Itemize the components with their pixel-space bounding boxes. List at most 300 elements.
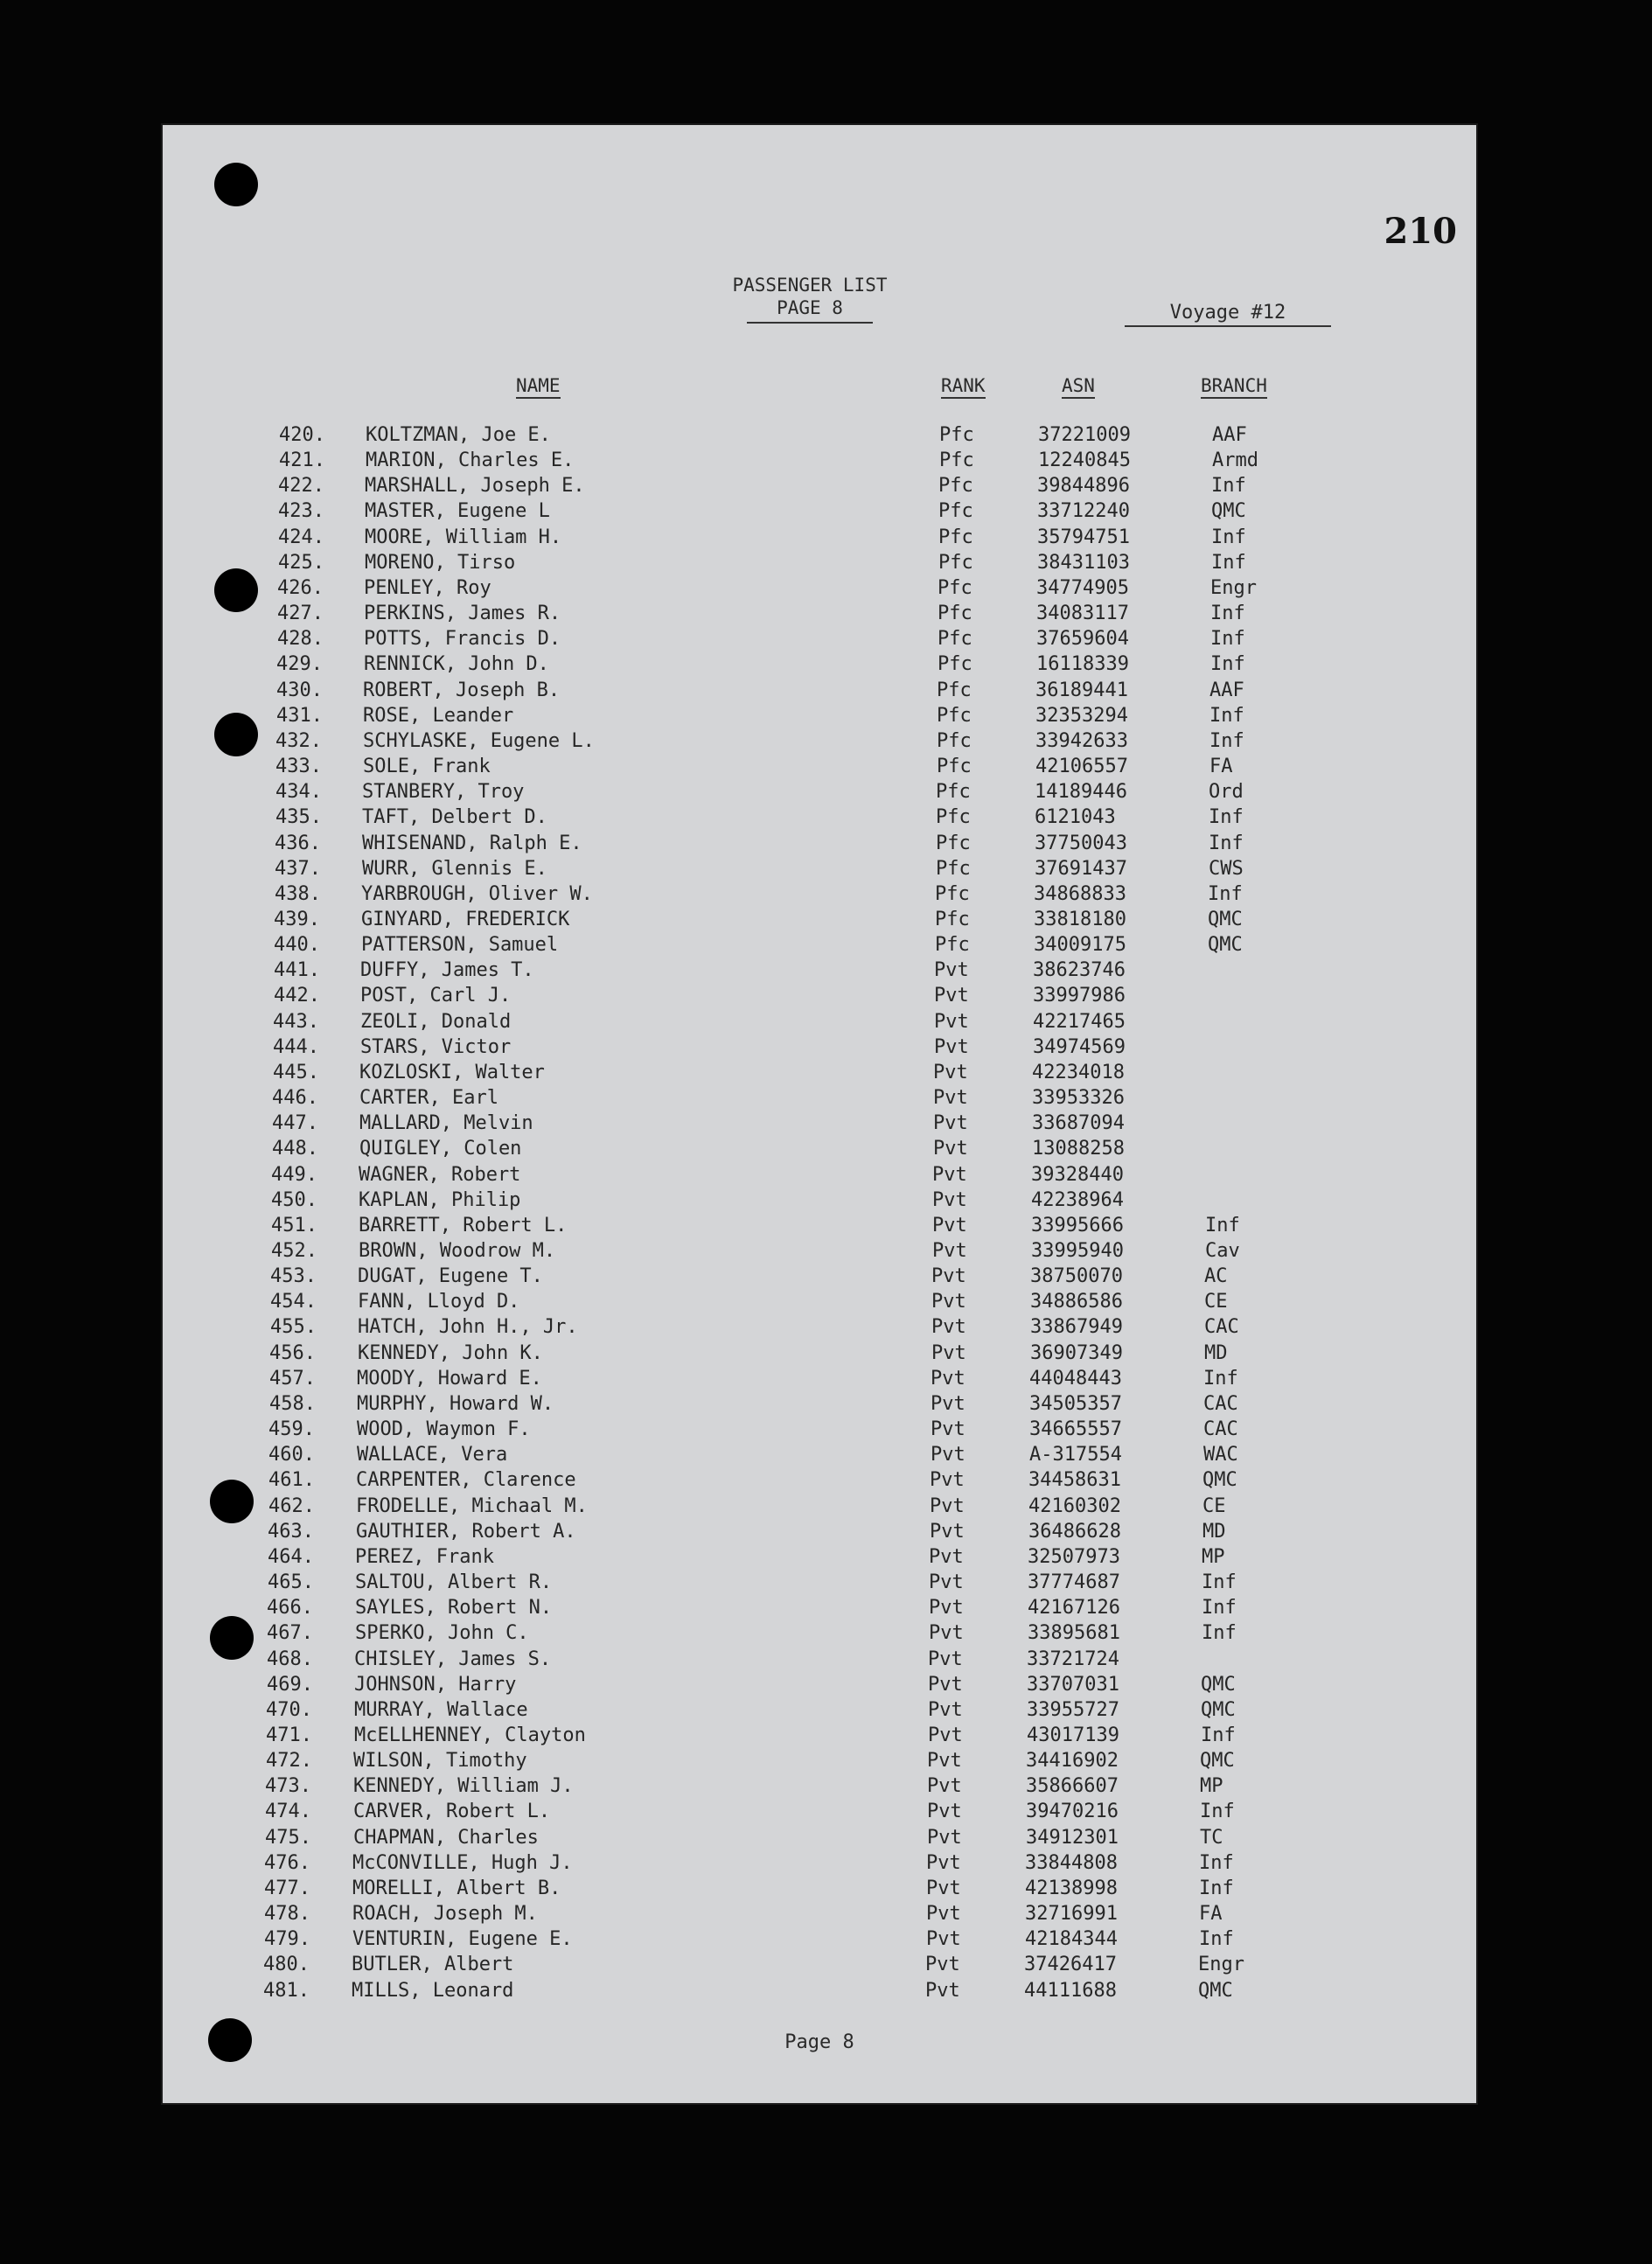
passenger-branch: Armd (1212, 449, 1258, 472)
row-number: 478. (264, 1903, 310, 1926)
row-number: 458. (269, 1392, 316, 1415)
table-row (163, 1289, 1476, 1314)
passenger-branch: AAF (1209, 679, 1244, 701)
passenger-rank: Pvt (927, 1775, 962, 1798)
passenger-branch: Inf (1209, 729, 1244, 752)
passenger-branch: MD (1204, 1341, 1228, 1364)
row-number: 457. (269, 1367, 316, 1390)
table-row (163, 678, 1476, 703)
row-number: 473. (265, 1775, 311, 1798)
passenger-branch: AAF (1212, 424, 1247, 446)
row-number: 471. (266, 1724, 312, 1746)
row-number: 474. (265, 1801, 311, 1823)
passenger-branch: QMC (1200, 1750, 1235, 1773)
passenger-rank: Pfc (935, 934, 970, 957)
passenger-rank: Pvt (934, 985, 969, 1007)
table-row (163, 1060, 1476, 1085)
passenger-table (163, 422, 1476, 2003)
row-number: 455. (270, 1316, 317, 1339)
row-number: 479. (264, 1928, 310, 1951)
row-number: 462. (268, 1494, 315, 1517)
table-row (163, 1570, 1476, 1595)
column-header-name: NAME (516, 375, 561, 399)
passenger-asn: 37221009 (1038, 424, 1131, 446)
table-row (163, 1264, 1476, 1289)
table-row (163, 779, 1476, 805)
passenger-name: STARS, Victor (360, 1035, 512, 1058)
passenger-asn: 42217465 (1033, 1010, 1126, 1033)
passenger-rank: Pfc (936, 857, 971, 880)
passenger-name: WAGNER, Robert (359, 1163, 521, 1186)
table-row (163, 907, 1476, 932)
table-row (163, 1034, 1476, 1060)
table-row (163, 448, 1476, 473)
passenger-branch: Inf (1200, 1801, 1235, 1823)
row-number: 459. (268, 1418, 315, 1441)
passenger-name: WURR, Glennis E. (362, 857, 547, 880)
passenger-asn: 42167126 (1028, 1597, 1120, 1620)
passenger-name: JOHNSON, Harry (354, 1673, 517, 1696)
row-number: 456. (269, 1341, 316, 1364)
passenger-rank: Pvt (931, 1316, 966, 1339)
row-number: 420. (279, 424, 325, 446)
row-number: 469. (267, 1673, 313, 1696)
table-row (163, 1876, 1476, 1901)
passenger-asn: 36907349 (1030, 1341, 1123, 1364)
passenger-rank: Pvt (929, 1622, 964, 1645)
passenger-name: WHISENAND, Ralph E. (362, 832, 582, 854)
passenger-rank: Pvt (927, 1750, 962, 1773)
passenger-rank: Pvt (926, 1928, 961, 1951)
table-row (163, 805, 1476, 830)
passenger-asn: 39844896 (1037, 475, 1130, 498)
passenger-branch: AC (1204, 1265, 1228, 1288)
table-row (163, 1188, 1476, 1213)
binder-hole (210, 1616, 254, 1660)
passenger-name: SPERKO, John C. (355, 1622, 529, 1645)
passenger-branch: QMC (1208, 908, 1243, 930)
row-number: 451. (271, 1214, 317, 1236)
table-row (163, 651, 1476, 677)
table-row (163, 1544, 1476, 1570)
passenger-name: STANBERY, Troy (362, 781, 525, 804)
passenger-branch: Inf (1211, 526, 1246, 548)
row-number: 431. (276, 704, 323, 727)
passenger-rank: Pvt (931, 1444, 965, 1466)
passenger-rank: Pfc (937, 729, 972, 752)
passenger-name: PATTERSON, Samuel (361, 934, 559, 957)
row-number: 444. (273, 1035, 319, 1058)
passenger-branch: Inf (1205, 1214, 1240, 1236)
passenger-name: SALTOU, Albert R. (355, 1571, 553, 1594)
passenger-rank: Pfc (938, 551, 973, 574)
row-number: 446. (272, 1087, 318, 1110)
row-number: 449. (271, 1163, 317, 1186)
table-row (163, 1366, 1476, 1391)
passenger-name: RENNICK, John D. (364, 653, 549, 676)
passenger-rank: Pvt (932, 1214, 967, 1236)
passenger-rank: Pvt (928, 1647, 963, 1670)
passenger-asn: 43017139 (1027, 1724, 1119, 1746)
passenger-name: CHISLEY, James S. (354, 1647, 552, 1670)
passenger-rank: Pvt (926, 1851, 961, 1874)
passenger-rank: Pfc (938, 576, 972, 599)
passenger-name: POTTS, Francis D. (364, 628, 561, 651)
passenger-asn: 34665557 (1029, 1418, 1122, 1441)
passenger-asn: 38431103 (1037, 551, 1130, 574)
passenger-name: MASTER, Eugene L (365, 500, 550, 523)
table-row (163, 1595, 1476, 1620)
passenger-name: PEREZ, Frank (355, 1545, 494, 1568)
passenger-name: BARRETT, Robert L. (359, 1214, 568, 1236)
row-number: 453. (270, 1265, 317, 1288)
table-row (163, 1111, 1476, 1136)
row-number: 424. (278, 526, 324, 548)
title-line-2: PAGE 8 (747, 296, 873, 324)
passenger-asn: 38623746 (1033, 959, 1126, 982)
table-row (163, 1467, 1476, 1493)
passenger-asn: 34505357 (1029, 1392, 1122, 1415)
row-number: 434. (275, 781, 322, 804)
stamped-page-number: 210 (1384, 211, 1457, 252)
passenger-name: PERKINS, James R. (364, 603, 561, 625)
passenger-name: MURPHY, Howard W. (357, 1392, 554, 1415)
row-number: 445. (273, 1061, 319, 1083)
table-row (163, 1494, 1476, 1519)
binder-hole (208, 2018, 252, 2062)
row-number: 440. (274, 934, 320, 957)
row-number: 447. (272, 1112, 318, 1135)
passenger-branch: Inf (1209, 806, 1244, 829)
row-number: 441. (274, 959, 320, 982)
table-row (163, 525, 1476, 550)
table-row (163, 1952, 1476, 1977)
passenger-asn: 34974569 (1033, 1035, 1126, 1058)
passenger-rank: Pfc (938, 526, 973, 548)
passenger-branch: CAC (1203, 1392, 1238, 1415)
passenger-asn: 39328440 (1031, 1163, 1124, 1186)
passenger-asn: 33687094 (1032, 1112, 1125, 1135)
passenger-rank: Pvt (934, 1035, 969, 1058)
table-row (163, 422, 1476, 448)
passenger-name: CHAPMAN, Charles (353, 1826, 539, 1849)
table-row (163, 1341, 1476, 1366)
row-number: 472. (266, 1750, 312, 1773)
table-row (163, 498, 1476, 524)
passenger-branch: Inf (1199, 1877, 1234, 1899)
row-number: 436. (275, 832, 321, 854)
passenger-name: MURRAY, Wallace (354, 1698, 528, 1721)
passenger-asn: 34009175 (1034, 934, 1126, 957)
passenger-rank: Pfc (937, 679, 972, 701)
table-row (163, 1748, 1476, 1773)
passenger-branch: FA (1209, 756, 1233, 778)
passenger-branch: MD (1202, 1520, 1226, 1543)
table-row (163, 703, 1476, 728)
passenger-name: BUTLER, Albert (352, 1954, 514, 1976)
row-number: 423. (278, 500, 324, 523)
row-number: 452. (271, 1240, 317, 1262)
passenger-asn: 33955727 (1027, 1698, 1119, 1721)
passenger-rank: Pvt (931, 1291, 966, 1313)
passenger-branch: Inf (1203, 1367, 1238, 1390)
document-page (163, 125, 1476, 2103)
passenger-rank: Pfc (937, 756, 972, 778)
passenger-rank: Pfc (939, 449, 974, 472)
passenger-rank: Pvt (929, 1545, 964, 1568)
passenger-rank: Pvt (931, 1392, 965, 1415)
passenger-name: MOORE, William H. (365, 526, 562, 548)
passenger-rank: Pfc (935, 908, 970, 930)
passenger-asn: 33867949 (1030, 1316, 1123, 1339)
row-number: 430. (276, 679, 323, 701)
passenger-asn: 36189441 (1035, 679, 1128, 701)
passenger-name: BROWN, Woodrow M. (359, 1240, 556, 1262)
passenger-asn: 36486628 (1028, 1520, 1121, 1543)
passenger-rank: Pvt (929, 1571, 964, 1594)
passenger-branch: QMC (1211, 500, 1246, 523)
binder-hole (214, 568, 258, 612)
passenger-asn: 34774905 (1036, 576, 1129, 599)
passenger-name: KENNEDY, William J. (353, 1775, 574, 1798)
table-row (163, 1773, 1476, 1799)
passenger-rank: Pvt (930, 1520, 965, 1543)
passenger-name: CARPENTER, Clarence (356, 1469, 576, 1492)
table-row (163, 1162, 1476, 1188)
passenger-branch: Inf (1201, 1724, 1236, 1746)
passenger-name: FANN, Lloyd D. (358, 1291, 520, 1313)
table-row (163, 1799, 1476, 1824)
passenger-name: WOOD, Waymon F. (357, 1418, 531, 1441)
passenger-name: KAPLAN, Philip (359, 1188, 521, 1211)
table-row (163, 1850, 1476, 1876)
passenger-rank: Pvt (928, 1724, 963, 1746)
passenger-asn: 37750043 (1035, 832, 1127, 854)
passenger-name: POST, Carl J. (360, 985, 512, 1007)
passenger-branch: Inf (1210, 603, 1245, 625)
passenger-branch: FA (1199, 1903, 1223, 1926)
passenger-asn: 34416902 (1026, 1750, 1119, 1773)
passenger-rank: Pvt (928, 1698, 963, 1721)
passenger-rank: Pvt (934, 959, 969, 982)
passenger-branch: CAC (1203, 1418, 1238, 1441)
passenger-branch: Inf (1199, 1851, 1234, 1874)
passenger-name: FRODELLE, Michaal M. (356, 1494, 588, 1517)
row-number: 439. (274, 908, 320, 930)
table-row (163, 831, 1476, 856)
passenger-rank: Pvt (931, 1367, 965, 1390)
table-row (163, 1442, 1476, 1467)
table-row (163, 1009, 1476, 1034)
passenger-branch: Inf (1199, 1928, 1234, 1951)
passenger-asn: 12240845 (1038, 449, 1131, 472)
passenger-rank: Pvt (933, 1112, 968, 1135)
row-number: 481. (263, 1979, 310, 2002)
table-row (163, 856, 1476, 881)
table-row (163, 1085, 1476, 1111)
passenger-name: HATCH, John H., Jr. (358, 1316, 578, 1339)
passenger-asn: 33942633 (1035, 729, 1128, 752)
passenger-asn: 32716991 (1025, 1903, 1118, 1926)
passenger-name: QUIGLEY, Colen (359, 1138, 522, 1160)
passenger-asn: 33707031 (1027, 1673, 1119, 1696)
document-title (687, 274, 932, 324)
passenger-asn: 14189446 (1035, 781, 1127, 804)
passenger-asn: 37774687 (1028, 1571, 1120, 1594)
table-row (163, 1314, 1476, 1340)
table-row (163, 1238, 1476, 1264)
passenger-asn: 16118339 (1036, 653, 1129, 676)
passenger-branch: Cav (1205, 1240, 1240, 1262)
passenger-name: MARSHALL, Joseph E. (365, 475, 585, 498)
row-number: 477. (264, 1877, 310, 1899)
passenger-asn: 34458631 (1028, 1469, 1121, 1492)
row-number: 443. (273, 1010, 319, 1033)
passenger-branch: Inf (1202, 1622, 1237, 1645)
row-number: 460. (268, 1444, 315, 1466)
row-number: 448. (272, 1138, 318, 1160)
table-row (163, 473, 1476, 498)
table-row (163, 728, 1476, 754)
table-row (163, 575, 1476, 601)
row-number: 425. (278, 551, 324, 574)
passenger-asn: 32507973 (1028, 1545, 1120, 1568)
passenger-rank: Pvt (932, 1240, 967, 1262)
row-number: 454. (270, 1291, 317, 1313)
table-row (163, 1901, 1476, 1926)
row-number: 427. (277, 603, 324, 625)
table-row (163, 932, 1476, 958)
passenger-rank: Pvt (933, 1061, 968, 1083)
row-number: 465. (268, 1571, 314, 1594)
passenger-asn: 39470216 (1026, 1801, 1119, 1823)
passenger-rank: Pvt (926, 1903, 961, 1926)
passenger-name: SAYLES, Robert N. (355, 1597, 553, 1620)
passenger-name: GAUTHIER, Robert A. (356, 1520, 576, 1543)
passenger-branch: Inf (1209, 704, 1244, 727)
row-number: 470. (266, 1698, 312, 1721)
passenger-rank: Pfc (935, 882, 970, 905)
passenger-name: GINYARD, FREDERICK (361, 908, 570, 930)
passenger-branch: Inf (1202, 1571, 1237, 1594)
table-row (163, 1647, 1476, 1672)
passenger-rank: Pvt (931, 1265, 966, 1288)
passenger-rank: Pvt (931, 1418, 965, 1441)
row-number: 475. (265, 1826, 311, 1849)
passenger-rank: Pvt (928, 1673, 963, 1696)
binder-hole (210, 1480, 254, 1523)
passenger-branch: MP (1202, 1545, 1225, 1568)
passenger-asn: 42238964 (1031, 1188, 1124, 1211)
passenger-branch: QMC (1201, 1673, 1236, 1696)
binder-hole (214, 163, 258, 206)
passenger-branch: Ord (1209, 781, 1244, 804)
passenger-rank: Pfc (939, 424, 974, 446)
passenger-rank: Pfc (938, 628, 972, 651)
passenger-asn: 13088258 (1032, 1138, 1125, 1160)
passenger-asn: 37426417 (1024, 1954, 1117, 1976)
passenger-rank: Pvt (934, 1010, 969, 1033)
passenger-asn: 33818180 (1034, 908, 1126, 930)
passenger-branch: QMC (1202, 1469, 1237, 1492)
passenger-name: DUFFY, James T. (360, 959, 534, 982)
passenger-rank: Pvt (933, 1138, 968, 1160)
row-number: 438. (275, 882, 321, 905)
passenger-name: SCHYLASKE, Eugene L. (363, 729, 595, 752)
passenger-name: MILLS, Leonard (352, 1979, 514, 2002)
passenger-asn: 35866607 (1026, 1775, 1119, 1798)
passenger-rank: Pvt (932, 1188, 967, 1211)
passenger-name: ZEOLI, Donald (360, 1010, 512, 1033)
passenger-rank: Pvt (933, 1087, 968, 1110)
table-row (163, 1391, 1476, 1417)
passenger-rank: Pfc (937, 704, 972, 727)
table-row (163, 1620, 1476, 1646)
passenger-asn: 34083117 (1036, 603, 1129, 625)
table-row (163, 1723, 1476, 1748)
passenger-rank: Pvt (930, 1469, 965, 1492)
passenger-rank: Pfc (936, 806, 971, 829)
passenger-asn: 33997986 (1033, 985, 1126, 1007)
passenger-asn: 42160302 (1028, 1494, 1121, 1517)
passenger-name: MORELLI, Albert B. (352, 1877, 561, 1899)
passenger-asn: 42106557 (1035, 756, 1128, 778)
row-number: 467. (267, 1622, 313, 1645)
passenger-branch: Engr (1210, 576, 1257, 599)
table-row (163, 754, 1476, 779)
row-number: 464. (268, 1545, 314, 1568)
passenger-asn: 32353294 (1035, 704, 1128, 727)
title-line-1: PASSENGER LIST (732, 275, 888, 296)
row-number: 422. (278, 475, 324, 498)
passenger-asn: 33895681 (1028, 1622, 1120, 1645)
table-row (163, 1978, 1476, 2003)
table-row (163, 983, 1476, 1008)
row-number: 480. (263, 1954, 310, 1976)
passenger-branch: TC (1200, 1826, 1223, 1849)
table-row (163, 1697, 1476, 1723)
passenger-asn: 37659604 (1036, 628, 1129, 651)
row-number: 461. (268, 1469, 315, 1492)
voyage-label: Voyage #12 (1125, 302, 1331, 327)
passenger-branch: Inf (1211, 551, 1246, 574)
passenger-branch: QMC (1198, 1979, 1233, 2002)
table-row (163, 881, 1476, 907)
passenger-rank: Pfc (938, 500, 973, 523)
table-row (163, 1136, 1476, 1161)
table-row (163, 1825, 1476, 1850)
table-row (163, 601, 1476, 626)
passenger-branch: MP (1200, 1775, 1223, 1798)
passenger-name: CARTER, Earl (359, 1087, 498, 1110)
passenger-branch: Engr (1198, 1954, 1244, 1976)
passenger-asn: 33995666 (1031, 1214, 1124, 1236)
passenger-name: ROACH, Joseph M. (352, 1903, 538, 1926)
passenger-asn: 38750070 (1030, 1265, 1123, 1288)
passenger-name: KOZLOSKI, Walter (359, 1061, 545, 1083)
passenger-asn: 34886586 (1030, 1291, 1123, 1313)
passenger-rank: Pfc (936, 781, 971, 804)
passenger-asn: 33844808 (1025, 1851, 1118, 1874)
passenger-asn: 33995940 (1031, 1240, 1124, 1262)
binder-hole (214, 713, 258, 756)
passenger-branch: CAC (1204, 1316, 1239, 1339)
passenger-name: MALLARD, Melvin (359, 1112, 533, 1135)
passenger-name: KOLTZMAN, Joe E. (366, 424, 551, 446)
row-number: 463. (268, 1520, 314, 1543)
column-header-rank: RANK (941, 375, 986, 399)
passenger-rank: Pvt (927, 1801, 962, 1823)
